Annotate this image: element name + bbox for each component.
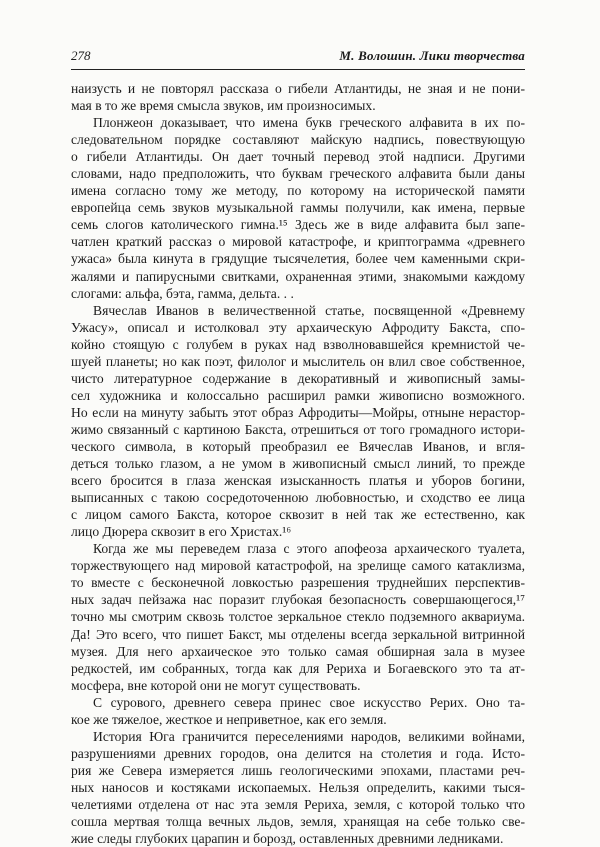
paragraph xyxy=(71,80,525,114)
paragraph xyxy=(71,302,525,541)
text-line: словами, надо предположить, что буквам греческого алфавита были даны xyxy=(71,166,525,182)
text-line: Ужасу», описал и истолковал эту архаическую Афродиту Бакста, спо- xyxy=(71,319,525,335)
text-line: мая в то же время смысла звуков, им произносимых. xyxy=(71,98,376,114)
text-line: История Юга граничится переселениями народов, великими войнами, xyxy=(93,728,525,744)
text-line: Плонжеон доказывает, что имена букв греческого алфавита в их по- xyxy=(93,115,525,131)
text-line: с лицом самого Бакста, которое сквозит в ней так же естественно, как xyxy=(71,507,525,523)
paragraph xyxy=(71,540,525,693)
text-line: рия же Севера измеряется лишь геологическими эпохами, пластами реч- xyxy=(71,762,525,778)
text-line: деться только глазом, а не умом в живописный смысл линий, то прежде xyxy=(71,456,525,472)
text-line: слогами: альфа, бэта, гамма, дельта. . . xyxy=(71,285,294,301)
body-text xyxy=(71,80,525,847)
header-rule xyxy=(71,69,525,70)
running-title: М. Волошин. Лики творчества xyxy=(339,48,525,63)
paragraph xyxy=(71,694,525,728)
text-line: о гибели Атлантиды. Он дает точный перевод этой надписи. Другими xyxy=(71,149,525,165)
text-line: койно стоящую с голубем в руках над взволновавшейся кремнистой че- xyxy=(71,336,525,352)
text-line: следовательном порядке составляют майскую надпись, повествующую xyxy=(71,132,525,148)
page-header xyxy=(71,48,525,64)
text-line: С сурового, древнего севера принес свое искусство Рерих. Оно та- xyxy=(93,694,525,710)
text-line: лицо Дюрера сквозит в его Христах.¹⁶ xyxy=(71,524,292,540)
text-line: жие следы глубоких царапин и борозд, оставленных древними ледниками. xyxy=(71,831,504,847)
paragraph xyxy=(71,728,525,847)
text-line: торжествующего над мировой катастрофой, на зрелище самого катаклизма, xyxy=(71,558,525,574)
text-line: Да! Это всего, что пишет Бакст, мы отделены всегда зеркальной витринной xyxy=(71,626,525,642)
text-line: наизусть и не повторял рассказа о гибели Атлантиды, не зная и не пони- xyxy=(71,81,525,96)
text-line: Но если на минуту забыть этот образ Афродиты—Мойры, отныне нерастор- xyxy=(71,404,525,420)
text-line: всего бросится в глаза женская изысканность платья и уборов богини, xyxy=(71,473,525,489)
text-line: челетиями отделена от нас эта земля Рериха, земля, с которой только что xyxy=(71,796,525,812)
text-line: чатлен краткий рассказ о мировой катастрофе, и криптограмма «древнего xyxy=(71,234,525,250)
text-line: имена согласно тому же методу, по которому на исторической памяти xyxy=(71,183,525,199)
text-line: сел художника и колоссально расширил рамки живописно возможного. xyxy=(71,387,525,403)
text-line: ужаса» была кинута в грядущие тысячелетия, более чем каменными скри- xyxy=(71,251,525,267)
text-line: точно мы смотрим сквозь толстое зеркальное стекло подземного аквариума. xyxy=(71,609,525,625)
text-line: Когда же мы переведем глаза с этого апофеоза архаического туалета, xyxy=(93,541,525,557)
text-line: разрушениями древних городов, она делится на столетия и года. Исто- xyxy=(71,745,525,761)
text-line: музея. Для него архаическое это только самая обширная зала в музее xyxy=(71,643,525,659)
text-line: жалями и папирусными свитками, охраненная этими, знакомыми каждому xyxy=(71,268,525,284)
text-line: чисто литературное содержание в декоративный и живописный замы- xyxy=(71,370,525,386)
text-line: ческого символа, в который преобразил ее Вячеслав Иванов, и вгля- xyxy=(71,438,525,454)
page-number: 278 xyxy=(71,48,91,63)
text-line: сошла мертвая толща вечных льдов, земля, хранящая на себе только све- xyxy=(71,814,525,830)
text-line: жимо связанный с картиною Бакста, отрешиться от того громадного истори- xyxy=(71,421,525,437)
text-line: семь слогов католического гимна.¹⁵ Здесь же в виде алфавита был запе- xyxy=(71,217,525,233)
text-line: ных задач пейзажа нас поразит глубокая безопасность совершающегося,¹⁷ xyxy=(71,592,525,608)
text-line: шуей планеты; но как поэт, филолог и мыслитель он влил свое собственное, xyxy=(71,353,525,369)
text-line: выписанных с такою сосредоточенною любовностью, и сходство ее лица xyxy=(71,490,525,506)
text-line: то вместе с бесконечной ловкостью разрешения труднейших перспектив- xyxy=(71,575,525,591)
text-line: ных наносов и костяками ископаемых. Нельзя определить, какими тыся- xyxy=(71,779,525,795)
text-line: редкостей, им собранных, тогда как для Рериха и Богаевского это та ат- xyxy=(71,660,525,676)
text-line: европейца семь звуков музыкальной гаммы получили, как имена, первые xyxy=(71,200,525,216)
text-line: мосфера, вне которой они не могут существовать. xyxy=(71,677,361,693)
paragraph xyxy=(71,114,525,302)
text-line: кое же тяжелое, жесткое и неприветное, как его земля. xyxy=(71,711,387,727)
text-line: Вячеслав Иванов в величественной статье, посвященной «Древнему xyxy=(93,302,525,318)
